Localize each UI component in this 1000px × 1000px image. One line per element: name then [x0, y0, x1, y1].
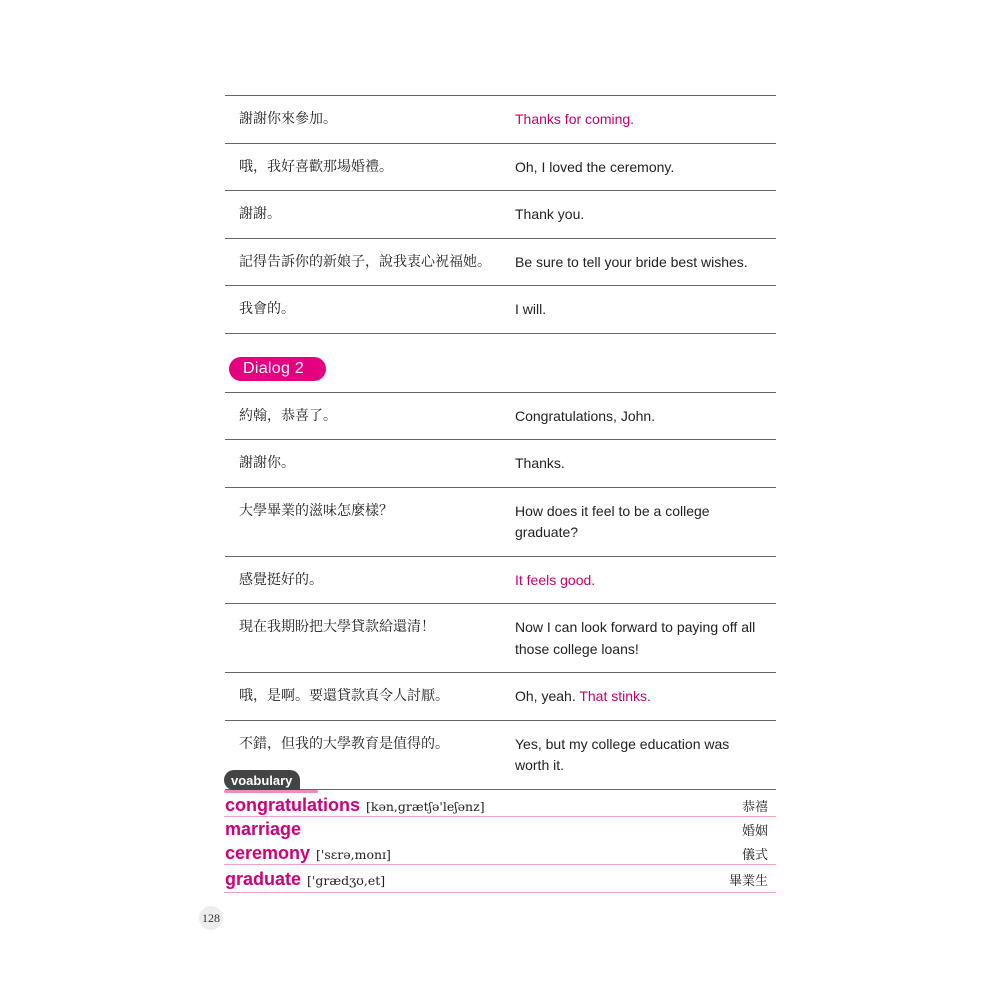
dialog-row [225, 239, 776, 287]
highlighted-phrase: That stinks. [579, 688, 651, 704]
vocab-pronunciation: ['grædʒʊ,et] [307, 873, 386, 888]
chinese-line: 謝謝你來參加。 [239, 111, 337, 127]
chinese-line: 謝謝你。 [239, 455, 295, 471]
chinese-line: 謝謝。 [239, 206, 281, 222]
dialog-row [225, 286, 776, 334]
vocab-pronunciation: [kən,grætʃə'leʃənz] [366, 799, 485, 814]
chinese-line: 感覺挺好的。 [239, 571, 323, 588]
dialog-page [225, 95, 776, 790]
dialog1-table [225, 95, 776, 334]
dialog-row [225, 673, 776, 721]
english-line: Oh, yeah. That stinks. [515, 688, 651, 704]
chinese-line: 不錯，但我的大學教育是值得的。 [239, 735, 449, 752]
english-line: Thanks. [515, 455, 565, 471]
english-line [515, 570, 776, 592]
highlighted-phrase: Thanks for coming. [515, 111, 635, 127]
dialog-row [225, 557, 776, 605]
dialog-row [225, 604, 776, 673]
vocab-meaning: 儀式 [741, 848, 768, 863]
english-line: I will. [515, 301, 547, 317]
dialog2-table [225, 392, 776, 790]
english-line: Yes, but my college education was worth it. [515, 735, 730, 773]
vocab-meaning: 恭禧 [741, 800, 768, 815]
vocab-word: congratulations [225, 795, 361, 815]
dialog-row [225, 393, 776, 441]
english-line: Now I can look forward to paying off all those college loans! [515, 619, 756, 657]
vocab-word: graduate [225, 869, 302, 889]
chinese-line: 哦，我好喜歡那場婚禮。 [239, 158, 393, 175]
chinese-line: 我會的。 [239, 301, 295, 317]
vocab-entry [224, 817, 776, 841]
vocab-meaning: 畢業生 [728, 874, 768, 889]
chinese-line: 現在我期盼把大學貸款給還清！ [239, 619, 435, 635]
dialog-row [225, 96, 776, 144]
english-line: Congratulations, John. [515, 407, 656, 424]
chinese-line: 記得告訴你的新娘子，說我衷心祝福她。 [239, 253, 491, 270]
vocab-entry [224, 841, 776, 865]
vocab-word: ceremony [225, 843, 311, 863]
dialog2-label: Dialog 2 [229, 357, 326, 381]
vocab-meaning: 婚姻 [741, 824, 768, 839]
english-line: Oh, I loved the ceremony. [515, 158, 675, 175]
chinese-line: 大學畢業的滋味怎麼樣？ [239, 502, 393, 519]
vocab-entry [224, 865, 776, 893]
chinese-line: 約翰，恭喜了。 [239, 407, 337, 424]
english-line: Thank you. [515, 206, 585, 222]
vocab-word: marriage [225, 819, 302, 839]
english-line: Be sure to tell your bride best wishes. [515, 253, 748, 270]
vocab-pronunciation: ['sɛrə,monɪ] [316, 847, 391, 862]
english-line: How does it feel to be a college graduate? [515, 502, 710, 540]
dialog-row [225, 144, 776, 192]
highlighted-phrase: It feels good. [515, 571, 596, 588]
chinese-line: 哦，是啊。要還貸款真令人討厭。 [239, 688, 449, 704]
vocab-entry [224, 793, 776, 817]
dialog-row [225, 191, 776, 239]
vocabulary-label: voabulary [224, 770, 300, 790]
dialog-row [225, 440, 776, 488]
dialog-row [225, 488, 776, 557]
page-number: 128 [199, 906, 223, 930]
english-line [515, 109, 776, 131]
vocabulary-section [224, 770, 776, 893]
